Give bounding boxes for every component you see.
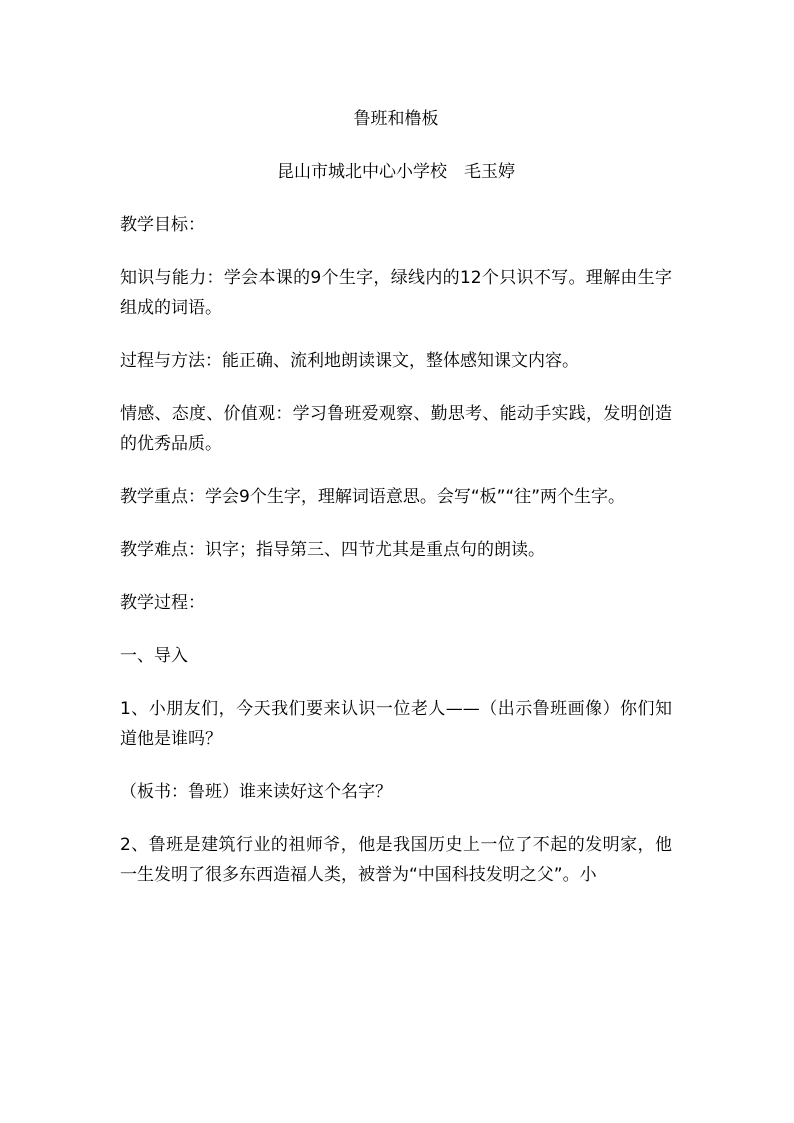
paragraph-process-method: 过程与方法：能正确、流利地朗读课文，整体感知课文内容。 (120, 351, 579, 371)
paragraph-knowledge-ability: 知识与能力：学会本课的9个生字，绿线内的12个只识不写。理解由生字组成的词语。 (120, 268, 672, 318)
paragraph-emotion-attitude: 情感、态度、价值观：学习鲁班爱观察、勤思考、能动手实践，发明创造的优秀品质。 (120, 404, 672, 454)
paragraph-teaching-process-heading: 教学过程： (120, 593, 205, 613)
paragraph-teaching-goals-heading: 教学目标： (120, 215, 205, 235)
document-author: 昆山市城北中心小学校 毛玉婷 (277, 162, 515, 182)
paragraph-teaching-difficulty: 教学难点：识字；指导第三、四节尤其是重点句的朗读。 (120, 540, 545, 560)
paragraph-section-intro: 一、导入 (120, 646, 188, 666)
paragraph-step-2: 2、鲁班是建筑行业的祖师爷，他是我国历史上一位了不起的发明家，他一生发明了很多东西造福人类，被誉为“中国科技发明之父”。小 (120, 835, 672, 885)
document-page (120, 104, 672, 913)
paragraph-blackboard-note: （板书：鲁班）谁来读好这个名字？ (120, 782, 392, 802)
paragraph-teaching-focus: 教学重点：学会9个生字，理解词语意思。会写“板”“往”两个生字。 (120, 487, 626, 507)
paragraph-step-1: 1、小朋友们，今天我们要来认识一位老人——（出示鲁班画像）你们知道他是谁吗？ (120, 699, 672, 749)
document-title: 鲁班和橹板 (353, 109, 439, 129)
